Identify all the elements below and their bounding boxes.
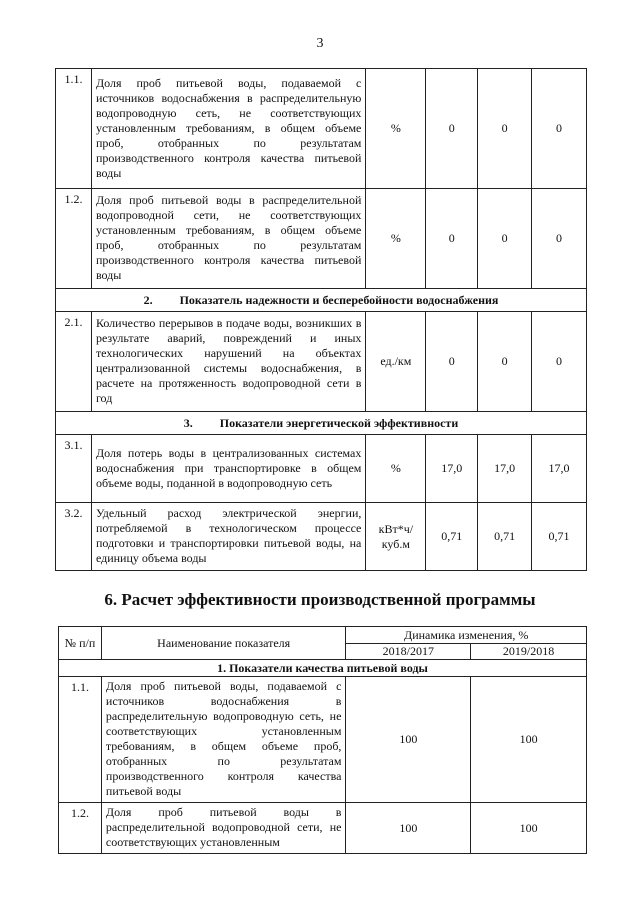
indicators-table [55, 68, 587, 571]
value-cell: 0 [478, 312, 532, 412]
table-row [56, 503, 587, 571]
row-number: 1.1. [59, 677, 102, 803]
efficiency-table [58, 626, 587, 854]
value-cell: 0,71 [532, 503, 587, 571]
section-title [56, 289, 587, 312]
table-row [56, 189, 587, 289]
table-row [59, 803, 587, 854]
value-cell: 0 [426, 189, 478, 289]
value-cell: 17,0 [426, 435, 478, 503]
row-number: 3.1. [56, 435, 92, 503]
value-cell: 100 [346, 677, 471, 803]
value-cell: 0 [478, 189, 532, 289]
value-cell: 0 [426, 69, 478, 189]
indicator-description: Доля потерь воды в централизованных системах водоснабжения при транспортировке в общем объеме воды, поданной в водопроводную сеть [91, 435, 365, 503]
unit-cell: % [366, 435, 426, 503]
value-cell: 17,0 [478, 435, 532, 503]
value-cell: 0,71 [426, 503, 478, 571]
row-number: 1.1. [56, 69, 92, 189]
value-cell: 100 [471, 803, 587, 854]
value-cell: 17,0 [532, 435, 587, 503]
value-cell: 100 [346, 803, 471, 854]
table-row [59, 677, 587, 803]
row-number: 2.1. [56, 312, 92, 412]
page-number: 3 [316, 36, 324, 51]
header-dynamics: Динамика изменения, % [346, 627, 587, 644]
section-row [56, 412, 587, 435]
table-row [56, 435, 587, 503]
row-number: 1.2. [59, 803, 102, 854]
section-row [56, 289, 587, 312]
value-cell: 0 [478, 69, 532, 189]
value-cell: 0 [532, 69, 587, 189]
section-label: Показатель надежности и бесперебойности водоснабжения [179, 292, 499, 307]
header-year: 2018/2017 [346, 643, 471, 660]
unit-cell: ед./км [366, 312, 426, 412]
section-number: 2. [143, 292, 153, 307]
section-label: Показатели энергетической эффективности [219, 415, 459, 430]
value-cell: 0 [426, 312, 478, 412]
row-number: 1.2. [56, 189, 92, 289]
indicator-description: Доля проб питьевой воды в распределительной водопроводной сети, не соответствующих установленным требованиям, в общем объеме проб, отобранных по результатам производственного контроля качества питьевой воды [91, 189, 365, 289]
table-row [56, 69, 587, 189]
unit-cell: кВт*ч/ куб.м [366, 503, 426, 571]
unit-cell: % [366, 189, 426, 289]
section-row [59, 660, 587, 677]
section-heading: 6. Расчет эффективности производственной программы [104, 590, 536, 609]
indicator-description: Доля проб питьевой воды, подаваемой с источников водоснабжения в распределительную водопроводную сеть, не соответствующих установленным требованиям, в общем объеме проб, отобранных по результатам производственного контроля качества питьевой воды [91, 69, 365, 189]
indicator-description: Количество перерывов в подаче воды, возникших в результате аварий, повреждений и иных технологических нарушений на объектах централизованной системы водоснабжения, в расчете на протяженность водопроводной сети в год [91, 312, 365, 412]
header-number: № п/п [59, 627, 102, 660]
indicator-description: Доля проб питьевой воды в распределительной водопроводной сети, не соответствующих установленным [101, 803, 346, 854]
value-cell: 0 [532, 312, 587, 412]
section-title: 1. Показатели качества питьевой воды [59, 660, 587, 677]
section-number: 3. [183, 415, 193, 430]
header-year: 2019/2018 [471, 643, 587, 660]
header-row [59, 627, 587, 644]
value-cell: 0 [532, 189, 587, 289]
section-title [56, 412, 587, 435]
unit-cell: % [366, 69, 426, 189]
header-name: Наименование показателя [101, 627, 346, 660]
indicator-description: Удельный расход электрической энергии, потребляемой в технологическом процессе подготовки и транспортировки питьевой воды, на единицу объема воды [91, 503, 365, 571]
value-cell: 100 [471, 677, 587, 803]
row-number: 3.2. [56, 503, 92, 571]
indicator-description: Доля проб питьевой воды, подаваемой с источников водоснабжения в распределительную водопроводную сеть, не соответствующих установленным требованиям, в общем объеме проб, отобранных по результатам производственного контроля качества питьевой воды [101, 677, 346, 803]
value-cell: 0,71 [478, 503, 532, 571]
table-row [56, 312, 587, 412]
